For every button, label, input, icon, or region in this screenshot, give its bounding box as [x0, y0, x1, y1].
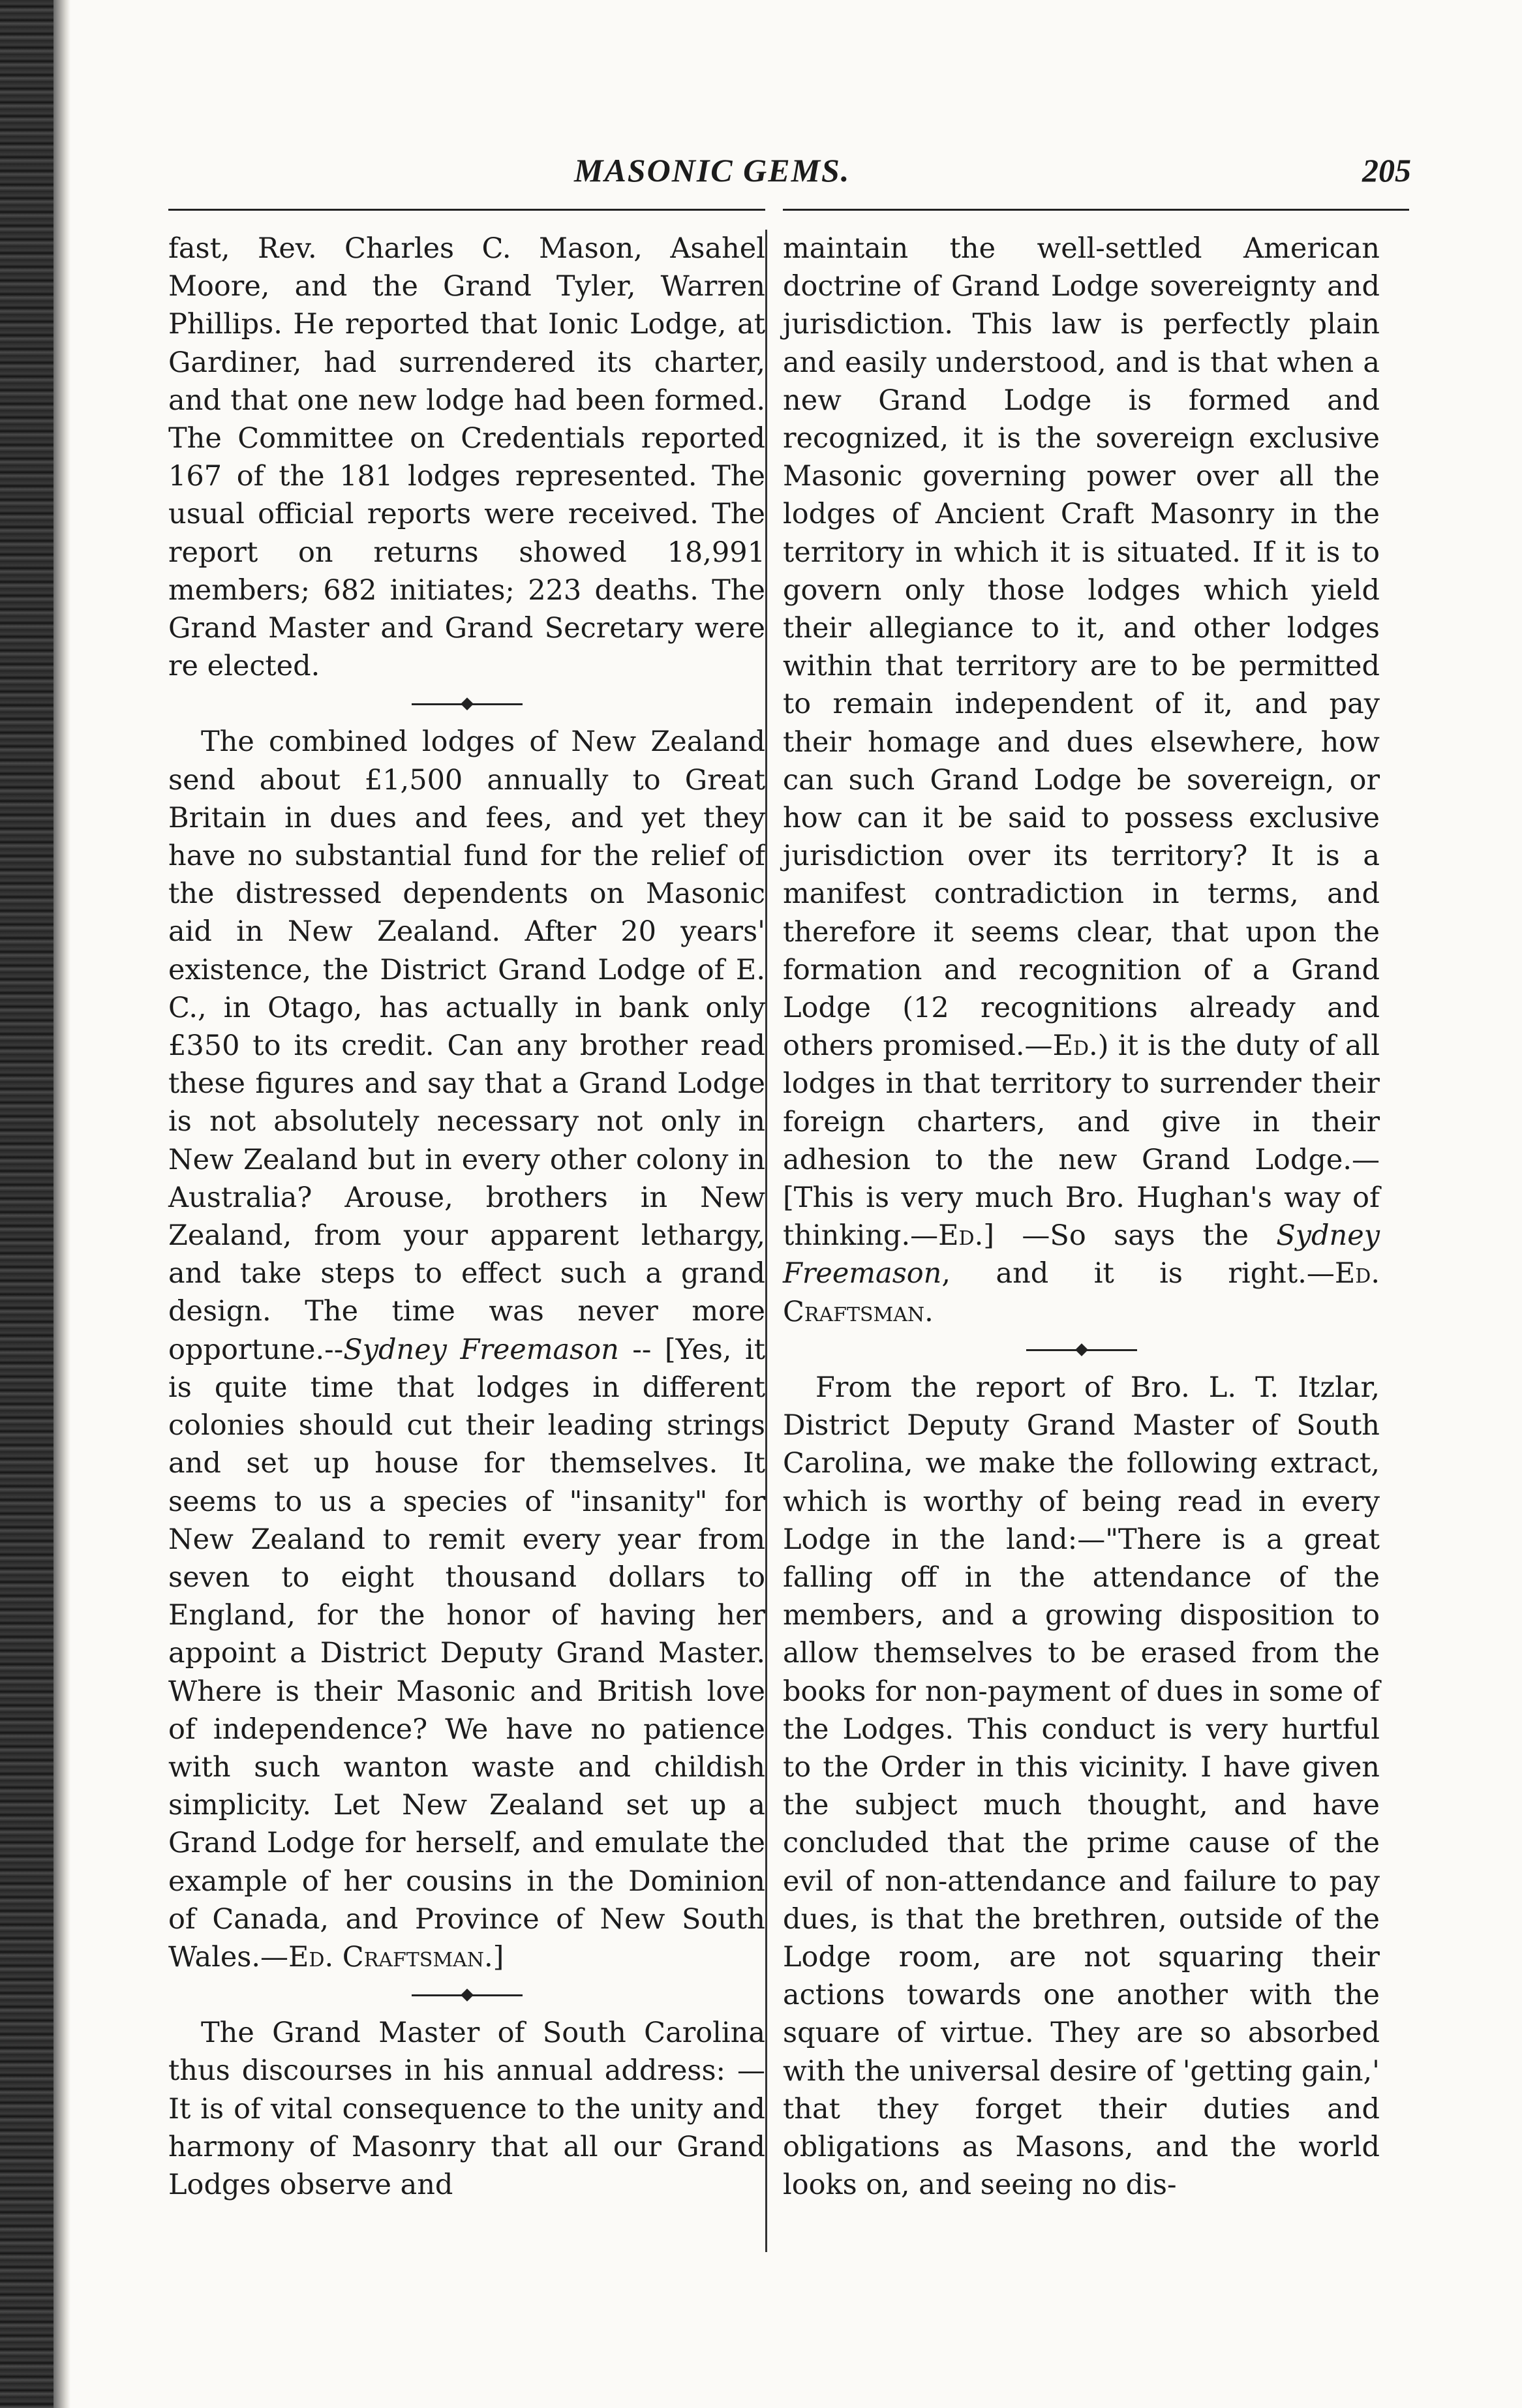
paragraph-sovereignty	[783, 230, 1380, 1331]
text-span: , and it is right.—	[941, 1257, 1335, 1290]
editor-mark: Ed.	[938, 1219, 984, 1253]
running-head: MASONIC GEMS.	[574, 152, 851, 189]
text-span: maintain the well-settled American doctrine of Grand Lodge sovereignty and jurisdiction. This law is perfectly plain and easily understood, and is that when a new Grand Lodge is formed and recognized, it is the sovereign exclusive Masonic governing power over all the lodges of Ancient Craft Masonry in the territory in which it is situated. If it is to govern only those lodges which yield their allegiance to it, and other lodges within that territory are to be permitted to remain independent of it, and pay their homage and dues elsewhere, how can such Grand Lodge be sovereign, or how can it be said to possess exclusive jurisdiction over its territory? It is a manifest contradiction in terms, and therefore it seems clear, that upon the formation and recognition of a Grand Lodge (12 recognitions already and others promised.—	[783, 232, 1380, 1063]
source-citation: Sydney Freemason	[783, 1219, 1380, 1290]
text-span: The combined lodges of New Zealand send about £1,500 annually to Great Britain in dues and fees, and yet they have no substantial fund for the relief of the distressed dependents on Masonic aid in New Zealand. After 20 years' existence, the District Grand Lodge of E. C., in Otago, has actually in bank only £350 to its credit. Can any brother read these figures and say that a Grand Lodge is not absolutely necessary not only in New Zealand but in every other colony in Australia? Arouse, brothers in New Zealand, from your apparent lethargy, and take steps to effect such a grand design. The time was never more opportune.--	[168, 725, 765, 1366]
book-spine-shadow	[0, 0, 53, 2408]
source-citation: Sydney Freemason	[343, 1333, 619, 1366]
paragraph-new-zealand	[168, 723, 765, 1976]
editor-signature: Ed. Craftsman.	[288, 1940, 493, 1974]
left-column	[168, 230, 765, 2204]
editor-mark: Ed.	[1052, 1029, 1098, 1063]
section-separator	[783, 1331, 1380, 1369]
section-separator	[168, 685, 765, 723]
editor-signature: Ed. Craftsman.	[783, 1257, 1380, 1328]
page-number: 205	[1362, 152, 1411, 189]
paragraph-south-carolina-address: The Grand Master of South Carolina thus discourses in his annual address: —It is of vital consequence to the unity and harmony of Masonry that all our Grand Lodges observe and	[168, 2017, 765, 2201]
gutter-shadow	[53, 0, 70, 2408]
text-span: ) it is the duty of all lodges in that territory to surrender their foreign charters, and give in their adhesion to the new Grand Lodge.— [This is very much Bro. Hughan's way of thinking.—	[783, 1029, 1380, 1253]
text-span: ] —So says the	[983, 1219, 1277, 1253]
header-rule-right	[783, 209, 1409, 211]
section-separator	[168, 1976, 765, 2014]
text-span: ]	[493, 1940, 504, 1974]
right-column	[783, 230, 1380, 2204]
text-span: -- [Yes, it is quite time that lodges in different colonies should cut their leading strings and set up house for themselves. It seems to us a species of "insanity" for New Zealand to remit every year from seven to eight thousand dollars to England, for the honor of having her appoint a District Deputy Grand Master. Where is their Masonic and British love of independence? We have no patience with such wanton waste and childish simplicity. Let New Zealand set up a Grand Lodge for herself, and emulate the example of her cousins in the Dominion of Canada, and Province of New South Wales.—	[168, 1333, 765, 1974]
paragraph-maine-grand-lodge: fast, Rev. Charles C. Mason, Asahel Moore, and the Grand Tyler, Warren Phillips. He reported that Ionic Lodge, at Gardiner, had surrendered its charter, and that one new lodge had been formed. The Committee on Credentials reported 167 of the 181 lodges represented. The usual official reports were received. The report on returns showed 18,991 members; 682 initiates; 223 deaths. The Grand Master and Grand Secretary were re elected.	[168, 232, 765, 683]
header-rule-left	[168, 209, 765, 211]
column-divider	[765, 230, 767, 2252]
paragraph-itzlar-report: From the report of Bro. L. T. Itzlar, District Deputy Grand Master of South Carolina, we make the following extract, which is worthy of being read in every Lodge in the land:—"There is a great falling off in the attendance of the members, and a growing disposition to allow themselves to be erased from the books for non-payment of dues in some of the Lodges. This conduct is very hurtful to the Order in this vicinity. I have given the subject much thought, and have concluded that the prime cause of the evil of non-attendance and failure to pay dues, is that the brethren, outside of the Lodge room, are not squaring their actions towards one another with the square of virtue. They are so absorbed with the universal desire of 'getting gain,' that they forget their duties and obligations as Masons, and the world looks on, and seeing no dis-	[783, 1371, 1380, 2202]
